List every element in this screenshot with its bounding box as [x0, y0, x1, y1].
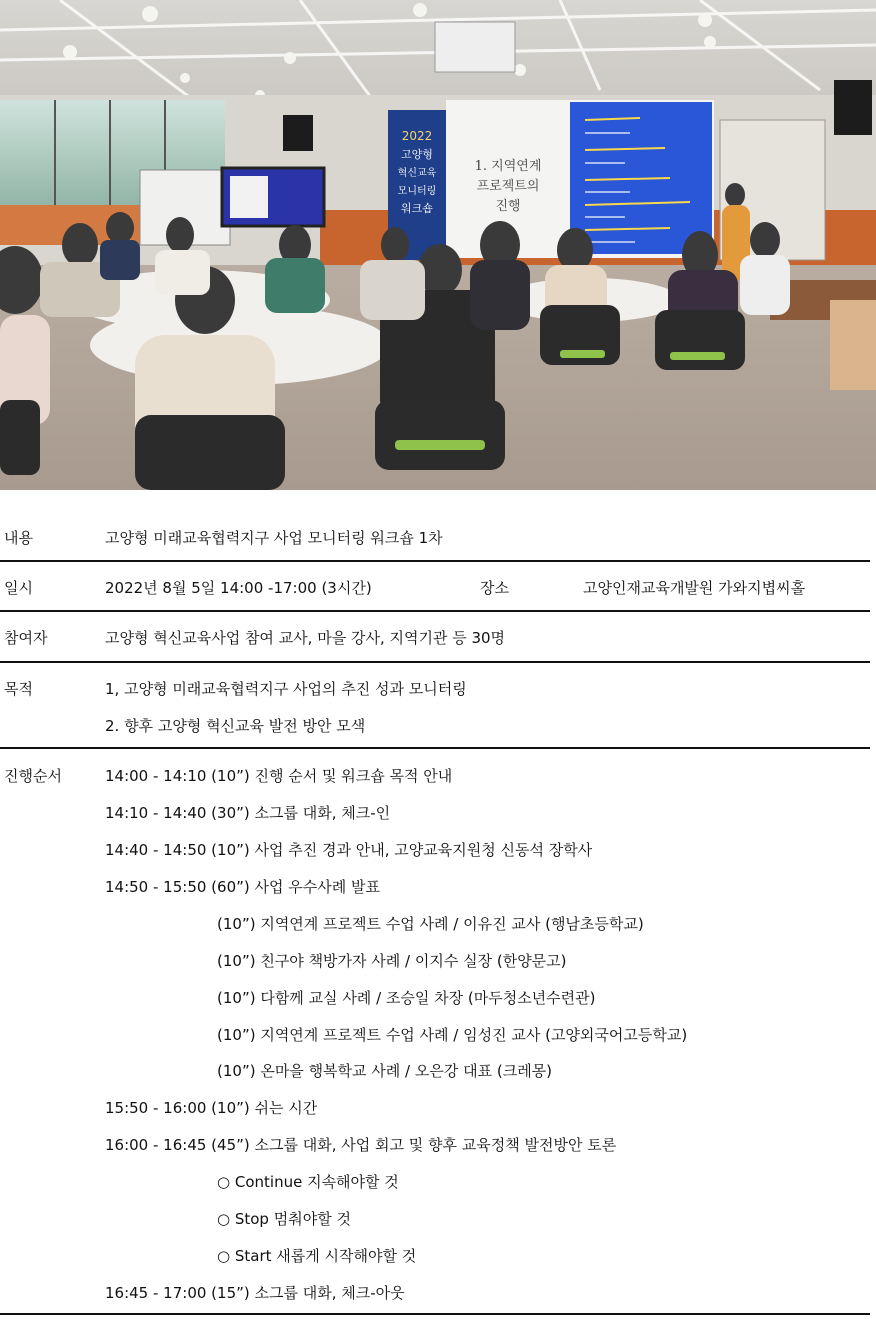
banner-line: 모니터링	[397, 186, 437, 197]
row-divider	[0, 560, 870, 562]
participants-label: 참여자	[4, 629, 48, 647]
row-divider	[0, 610, 870, 612]
schedule-subitem: (10”) 다함께 교실 사례 / 조승일 차장 (마두청소년수련관)	[217, 989, 596, 1007]
schedule-subitem: ○ Stop 멈춰야할 것	[217, 1210, 351, 1228]
schedule-subitem: (10”) 온마을 행복학교 사례 / 오은강 대표 (크레몽)	[217, 1062, 553, 1080]
workshop-photo	[0, 0, 876, 490]
schedule-item: 15:50 - 16:00 (10”) 쉬는 시간	[105, 1099, 318, 1117]
schedule-item: 16:00 - 16:45 (45”) 소그룹 대화, 사업 회고 및 향후 교육정책 발전방안 토론	[105, 1136, 617, 1154]
schedule-label: 진행순서	[4, 767, 62, 785]
schedule-item: 14:00 - 14:10 (10”) 진행 순서 및 워크숍 목적 안내	[105, 767, 453, 785]
row-divider	[0, 661, 870, 663]
schedule-item: 14:10 - 14:40 (30”) 소그룹 대화, 체크-인	[105, 804, 391, 822]
workshop-photo-illustration	[0, 0, 876, 490]
banner-line: 혁신교육	[397, 168, 437, 179]
datetime-value: 2022년 8월 5일 14:00 -17:00 (3시간)	[105, 579, 372, 597]
screen-handwriting: 1. 지역연계	[474, 159, 542, 174]
purpose-line: 2. 향후 고양형 혁신교육 발전 방안 모색	[105, 717, 366, 735]
screen-handwriting: 진행	[495, 199, 521, 214]
place-label: 장소	[480, 579, 509, 597]
banner-line: 고양형	[401, 148, 433, 161]
banner-line: 워크숍	[401, 202, 433, 215]
schedule-subitem: (10”) 지역연계 프로젝트 수업 사례 / 이유진 교사 (행남초등학교)	[217, 915, 644, 933]
purpose-label: 목적	[4, 680, 33, 698]
content-label: 내용	[4, 529, 33, 547]
schedule-item: 14:40 - 14:50 (10”) 사업 추진 경과 안내, 고양교육지원청 신동석 장학사	[105, 841, 593, 859]
row-divider	[0, 747, 870, 749]
schedule-subitem: (10”) 지역연계 프로젝트 수업 사례 / 임성진 교사 (고양외국어고등학교)	[217, 1026, 688, 1044]
schedule-subitem: ○ Continue 지속해야할 것	[217, 1173, 399, 1191]
place-value: 고양인재교육개발원 가와지볍씨홀	[583, 579, 806, 597]
schedule-item: 16:45 - 17:00 (15”) 소그룹 대화, 체크-아웃	[105, 1284, 405, 1302]
row-divider	[0, 1313, 870, 1315]
purpose-line: 1, 고양형 미래교육협력지구 사업의 추진 성과 모니터링	[105, 680, 467, 698]
banner-line: 2022	[401, 129, 433, 143]
schedule-subitem: ○ Start 새롭게 시작해야할 것	[217, 1247, 417, 1265]
participants-value: 고양형 혁신교육사업 참여 교사, 마을 강사, 지역기관 등 30명	[105, 629, 506, 647]
screen-handwriting: 프로젝트의	[476, 179, 540, 194]
content-value: 고양형 미래교육협력지구 사업 모니터링 워크숍 1차	[105, 529, 443, 547]
schedule-item: 14:50 - 15:50 (60”) 사업 우수사례 발표	[105, 878, 380, 896]
datetime-label: 일시	[4, 579, 33, 597]
schedule-subitem: (10”) 친구야 책방가자 사례 / 이지수 실장 (한양문고)	[217, 952, 567, 970]
